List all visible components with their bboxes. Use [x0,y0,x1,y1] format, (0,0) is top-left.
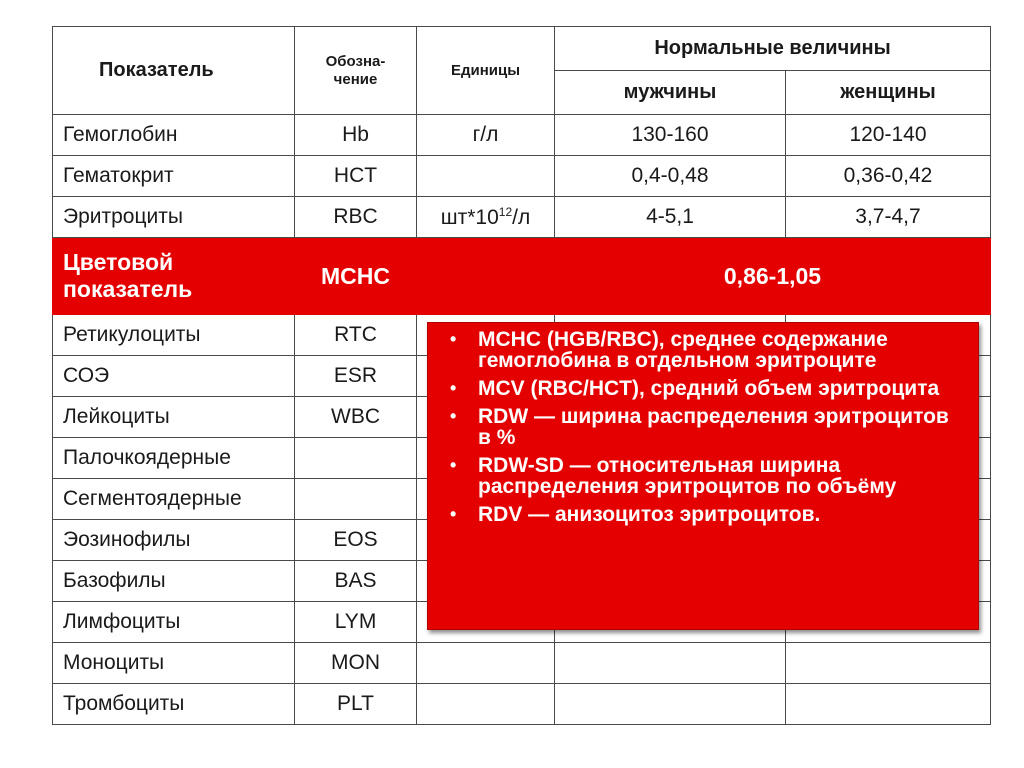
row-men [555,643,786,684]
highlighted-row [53,238,991,315]
row-name [53,238,295,315]
row-name: Лейкоциты [53,397,295,438]
header-women: женщины [786,71,991,115]
row-abbr: RBC [295,197,417,238]
row-men: 130-160 [555,115,786,156]
unit-prefix: шт*10 [440,205,499,229]
row-name: Базофилы [53,561,295,602]
row-abbr: Hb [295,115,417,156]
header-units: Единицы [417,27,555,115]
row-name: Гемоглобин [53,115,295,156]
row-men: 4-5,1 [555,197,786,238]
row-name: Эритроциты [53,197,295,238]
row-abbr: PLT [295,684,417,725]
list-item [440,504,964,525]
bullet-icon: • [450,504,457,524]
row-name: Моноциты [53,643,295,684]
row-men [555,684,786,725]
list-item-text: RDW-SD — относительная ширина распределения эритроцитов по объёму [478,454,897,498]
row-name: Эозинофилы [53,520,295,561]
list-item-text: RDV — анизоцитоз эритроцитов. [478,503,821,526]
header-men: мужчины [555,71,786,115]
row-abbr: RTC [295,315,417,356]
row-unit [417,684,555,725]
row-name-line1: Цветовой [63,249,174,275]
row-women [786,684,991,725]
header-row [53,27,991,71]
header-designation [295,27,417,115]
row-men: 0,4-0,48 [555,156,786,197]
row-abbr: MON [295,643,417,684]
row-name: Сегментоядерные [53,479,295,520]
header-designation-line1: Обозна- [325,52,386,70]
row-name: Гематокрит [53,156,295,197]
row-name: СОЭ [53,356,295,397]
row-value: 0,86-1,05 [555,238,991,315]
header-designation-line2: чение [333,70,378,88]
row-abbr: WBC [295,397,417,438]
definitions-popup [427,322,979,630]
bullet-icon: • [450,455,457,475]
table-row [53,643,991,684]
bullet-icon: • [450,378,457,398]
row-abbr: HCT [295,156,417,197]
row-abbr: MCHC [295,238,417,315]
bullet-icon: • [450,329,457,349]
header-indicator: Показатель [53,27,295,115]
row-name: Тромбоциты [53,684,295,725]
header-normal-values: Нормальные величины [555,27,991,71]
list-item-text: MCHC (HGB/RBC), среднее содержание гемоглобина в отдельном эритроците [478,328,888,372]
row-name-line2: показатель [63,276,193,302]
row-women: 0,36-0,42 [786,156,991,197]
list-item [440,329,964,371]
unit-exponent: 12 [498,204,513,219]
table-row [53,156,991,197]
row-unit [417,197,555,238]
unit-suffix: /л [512,205,531,229]
row-unit [417,238,555,315]
list-item-text: MCV (RBC/HCT), средний объем эритроцита [478,377,940,400]
row-name: Лимфоциты [53,602,295,643]
row-abbr: LYM [295,602,417,643]
row-unit: г/л [417,115,555,156]
list-item-text: RDW — ширина распределения эритроцитов в % [478,405,949,449]
definitions-list [440,329,964,525]
bullet-icon: • [450,406,457,426]
row-abbr: ESR [295,356,417,397]
row-women: 120-140 [786,115,991,156]
table-row [53,115,991,156]
row-name: Палочкоядерные [53,438,295,479]
row-abbr: EOS [295,520,417,561]
row-abbr: BAS [295,561,417,602]
table-row [53,197,991,238]
table-row [53,684,991,725]
row-women: 3,7-4,7 [786,197,991,238]
row-unit [417,156,555,197]
list-item [440,455,964,497]
list-item [440,378,964,399]
row-unit [417,643,555,684]
row-abbr [295,438,417,479]
row-women [786,643,991,684]
row-name: Ретикулоциты [53,315,295,356]
list-item [440,406,964,448]
row-abbr [295,479,417,520]
